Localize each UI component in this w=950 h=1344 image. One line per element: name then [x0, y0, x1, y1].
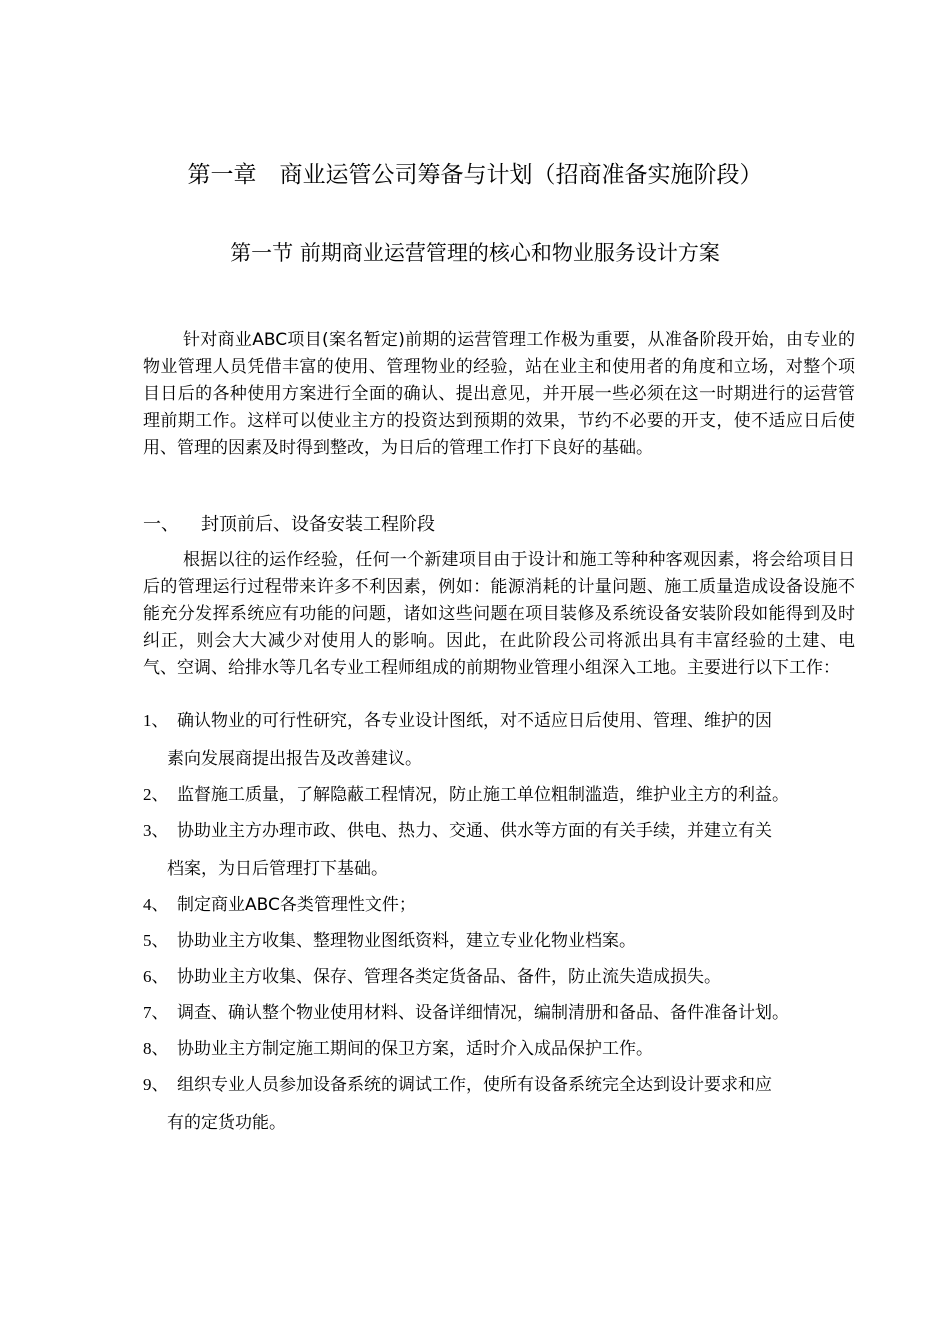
list-item — [143, 1031, 863, 1067]
list-item-text: 监督施工质量，了解隐蔽工程情况，防止施工单位粗制滥造，维护业主方的利益。 — [177, 785, 789, 805]
list-item-text: 协助业主方收集、保存、管理各类定货备品、备件，防止流失造成损失。 — [177, 967, 721, 987]
list-item-number: 5、 — [143, 931, 169, 950]
chapter-title: 第一章 商业运管公司筹备与计划（招商准备实施阶段） — [187, 162, 763, 188]
intro-paragraph: 针对商业ABC项目(案名暂定)前期的运营管理工作极为重要，从准备阶段开始，由专业的物业管理人员凭借丰富的使用、管理物业的经验，站在业主和使用者的角度和立场，对整个项目日后的各种使用方案进行全面的确认、提出意见，并开展一些必须在这一时期进行的运营管理前期工作。这样可以使业主方的投资达到预期的效果，节约不必要的开支，使不适应日后使用、管理的因素及时得到整改，为日后的管理工作打下良好的基础。 — [143, 330, 855, 458]
list-item — [143, 1067, 863, 1141]
subsection-title: 封顶前后、设备安装工程阶段 — [201, 514, 435, 535]
list-item-text-continuation: 档案，为日后管理打下基础。 — [167, 859, 388, 879]
section-title: 第一节 前期商业运营管理的核心和物业服务设计方案 — [230, 241, 720, 265]
list-item-number: 7、 — [143, 1003, 169, 1022]
list-item-text: 协助业主方收集、整理物业图纸资料，建立专业化物业档案。 — [177, 931, 636, 951]
list-item-number: 4、 — [143, 895, 169, 914]
list-item-number: 8、 — [143, 1039, 169, 1058]
body-paragraph: 根据以往的运作经验，任何一个新建项目由于设计和施工等种种客观因素，将会给项目日后的管理运行过程带来许多不利因素，例如：能源消耗的计量问题、施工质量造成设备设施不能充分发挥系统应有功能的问题，诸如这些问题在项目装修及系统设备安装阶段如能得到及时纠正，则会大大减少对使用人的影响。因此，在此阶段公司将派出具有丰富经验的土建、电气、空调、给排水等几名专业工程师组成的前期物业管理小组深入工地。主要进行以下工作： — [143, 550, 855, 678]
list-item-number: 3、 — [143, 821, 169, 840]
list-item-number: 6、 — [143, 967, 169, 986]
list-item — [143, 995, 863, 1031]
list-item-text: 制定商业ABC各类管理性文件； — [177, 895, 416, 915]
list-item-number: 2、 — [143, 785, 169, 804]
list-item — [143, 887, 863, 923]
list-item-number: 1、 — [143, 711, 169, 730]
list-item — [143, 777, 863, 813]
list-item — [143, 813, 863, 887]
list-item-text-continuation: 有的定货功能。 — [167, 1113, 286, 1133]
list-item — [143, 703, 863, 777]
list-item-number: 9、 — [143, 1075, 169, 1094]
list-item-text: 确认物业的可行性研究，各专业设计图纸，对不适应日后使用、管理、维护的因 — [177, 711, 772, 731]
list-item-text: 组织专业人员参加设备系统的调试工作，使所有设备系统完全达到设计要求和应 — [177, 1075, 772, 1095]
list-item-text: 协助业主方制定施工期间的保卫方案，适时介入成品保护工作。 — [177, 1039, 653, 1059]
subsection-number: 一、 — [143, 514, 179, 535]
list-item-text: 协助业主方办理市政、供电、热力、交通、供水等方面的有关手续，并建立有关 — [177, 821, 772, 841]
work-item-list — [143, 703, 863, 1141]
list-item-text: 调查、确认整个物业使用材料、设备详细情况，编制清册和备品、备件准备计划。 — [177, 1003, 789, 1023]
list-item-text-continuation: 素向发展商提出报告及改善建议。 — [167, 749, 422, 769]
subsection-heading — [143, 512, 435, 538]
list-item — [143, 959, 863, 995]
list-item — [143, 923, 863, 959]
